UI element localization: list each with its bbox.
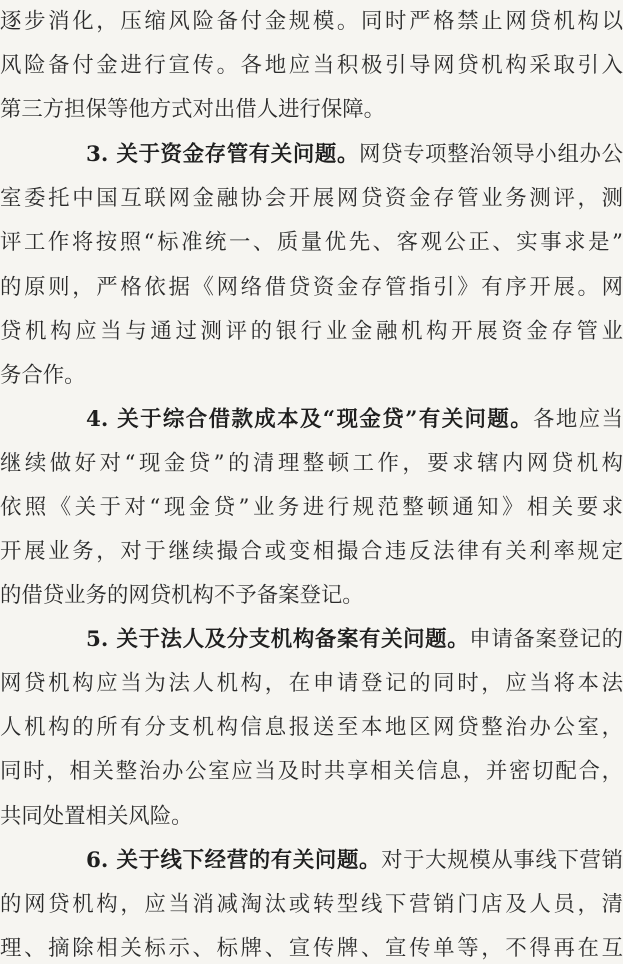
paragraph-line: 依照《关于对“现金贷”业务进行规范整顿通知》相关要求 xyxy=(0,495,623,520)
paragraph-line: 网贷机构应当为法人机构，在申请登记的同时，应当将本法 xyxy=(0,671,623,696)
section-6-text: 对于大规模从事线下营销 xyxy=(381,848,623,873)
paragraph-line: 逐步消化，压缩风险备付金规模。同时严格禁止网贷机构以 xyxy=(0,9,623,34)
section-3-first-line xyxy=(86,140,623,170)
section-5-heading: 5. 关于法人及分支机构备案有关问题。 xyxy=(86,627,470,652)
paragraph-line: 务合作。 xyxy=(0,363,86,388)
paragraph-line: 贷机构应当与通过测评的银行业金融机构开展资金存管业 xyxy=(0,319,623,344)
section-6-heading: 6. 关于线下经营的有关问题。 xyxy=(86,848,382,873)
section-4-text: 各地应当 xyxy=(533,407,623,432)
paragraph-line: 开展业务，对于继续撮合或变相撮合违反法律有关利率规定 xyxy=(0,539,623,564)
paragraph-line: 评工作将按照“标准统一、质量优先、客观公正、实事求是” xyxy=(0,230,623,255)
paragraph-line: 的网贷机构，应当消减淘汰或转型线下营销门店及人员，清 xyxy=(0,892,623,917)
paragraph-line: 第三方担保等他方式对出借人进行保障。 xyxy=(0,97,386,122)
section-6-first-line xyxy=(86,846,623,876)
paragraph-line: 的借贷业务的网贷机构不予备案登记。 xyxy=(0,583,364,608)
section-3-heading: 3. 关于资金存管有关问题。 xyxy=(86,142,360,167)
paragraph-line: 室委托中国互联网金融协会开展网贷资金存管业务测评，测 xyxy=(0,186,623,211)
section-5-first-line xyxy=(86,625,623,655)
section-4-first-line xyxy=(86,405,623,435)
paragraph-line: 人机构的所有分支机构信息报送至本地区网贷整治办公室， xyxy=(0,715,623,740)
section-4-heading: 4. 关于综合借款成本及“现金贷”有关问题。 xyxy=(86,407,534,432)
paragraph-line: 继续做好对“现金贷”的清理整顿工作，要求辖内网贷机构 xyxy=(0,451,623,476)
paragraph-line: 同时，相关整治办公室应当及时共享相关信息，并密切配合， xyxy=(0,759,623,784)
paragraph-line: 的原则，严格依据《网络借贷资金存管指引》有序开展。网 xyxy=(0,275,623,300)
paragraph-line: 风险备付金进行宣传。各地应当积极引导网贷机构采取引入 xyxy=(0,53,623,78)
paragraph-line: 理、摘除相关标示、标牌、宣传牌、宣传单等，不得再在互 xyxy=(0,936,623,961)
paragraph-line: 共同处置相关风险。 xyxy=(0,804,193,829)
section-5-text: 申请备案登记的 xyxy=(469,627,623,652)
section-3-text: 网贷专项整治领导小组办公 xyxy=(359,142,623,167)
